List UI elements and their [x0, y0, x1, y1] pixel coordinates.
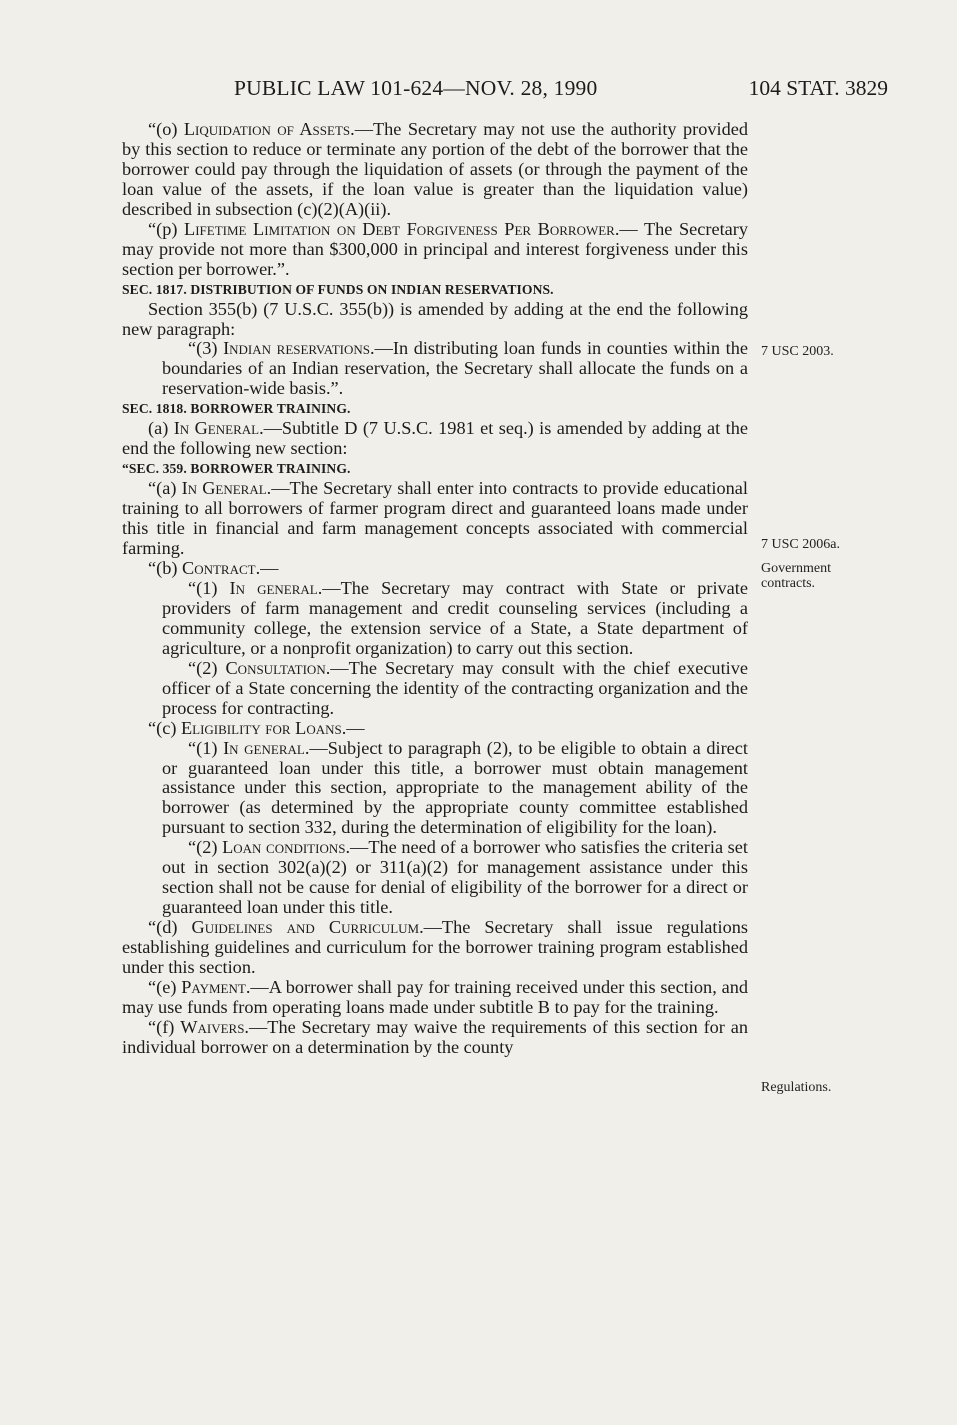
- margin-note-regulations: Regulations.: [761, 1080, 832, 1095]
- section-359-heading: “SEC. 359. BORROWER TRAINING.: [122, 461, 351, 477]
- sec359-c2-loan-conditions: “(2) Loan conditions.—The need of a borrower who satisfies the criteria set out in section 302(a)(2) or 311(a)(2) for management assistance under this section shall not be cause for denial of eligibility of the borrower for a direct or guaranteed loan under this title.: [162, 837, 748, 918]
- sec359-c1-in-general: “(1) In general.—Subject to paragraph (2), to be eligible to obtain a direct or guaranteed loan under this title, a borrower must obtain management assistance under this section, appropriate to the management ability of the borrower (as determined by the appropriate county committee established pursuant to section 332, during the determination of eligibility for the loan).: [162, 737, 748, 838]
- sec359-e-heading: Payment: [181, 976, 246, 997]
- sec359-c2-heading: Loan conditions: [222, 837, 346, 858]
- sec359-b-heading: Contract: [182, 557, 256, 578]
- para-o-liquidation-of-assets: “(o) Liquidation of Assets.—The Secretary may not use the authority provided by this section to reduce or terminate any portion of the debt of the borrower that the borrower could pay through the liquidation of assets (or through the payment of the loan value of the assets, if the loan value is greater than the liquidation value) described in subsection (c)(2)(A)(ii).: [122, 119, 748, 219]
- para-3-heading: Indian reservations: [223, 338, 370, 359]
- section-1818-a: (a) In General.—Subtitle D (7 U.S.C. 1981 et seq.) is amended by adding at the end the following new section:: [122, 418, 748, 459]
- para-p-lifetime-limitation: “(p) Lifetime Limitation on Debt Forgiveness Per Borrower.— The Secretary may provide not more than $300,000 in principal and interest forgiveness under this section per borrower.”.: [122, 218, 748, 279]
- sec359-e-payment: “(e) Payment.—A borrower shall pay for training received under this section, and may use funds from operating loans made under subtitle B to pay for the training.: [122, 976, 748, 1017]
- sec359-b2-consultation: “(2) Consultation.—The Secretary may consult with the chief executive officer of a State concerning the identity of the contracting organization and the process for contracting.: [162, 657, 748, 718]
- sec359-c-heading: Eligibility for Loans: [180, 717, 342, 738]
- sec359-c-eligibility: “(c) Eligibility for Loans.—: [148, 717, 365, 738]
- sec359-b1-heading: In general: [229, 577, 318, 598]
- sec359-a-heading: In General: [181, 478, 267, 499]
- sec359-c1-heading: In general: [223, 737, 305, 758]
- page-header: [122, 76, 888, 106]
- section-1818-a-heading: In General: [173, 418, 260, 439]
- section-1817-heading: SEC. 1817. DISTRIBUTION OF FUNDS ON INDIAN RESERVATIONS.: [122, 281, 554, 297]
- sec359-b-contract: “(b) Contract.—: [148, 557, 279, 578]
- para-p-heading: Lifetime Limitation on Debt Forgiveness Per Borrower: [184, 218, 615, 239]
- sec359-b1-in-general: “(1) In general.—The Secretary may contract with State or private providers of farm management and credit counseling services (including a community college, the extension service of a State, a State department of agriculture, or a nonprofit organization) to carry out this section.: [162, 577, 748, 658]
- sec359-d-heading: Guidelines and Curriculum: [191, 917, 420, 938]
- margin-note-7-usc-2003: 7 USC 2003.: [761, 344, 834, 359]
- margin-note-government-line: Government: [761, 561, 831, 576]
- section-1817-text: Section 355(b) (7 U.S.C. 355(b)) is amended by adding at the end the following new paragraph:: [122, 298, 748, 339]
- sec359-a-in-general: “(a) In General.—The Secretary shall enter into contracts to provide educational training to all borrowers of farmer program direct and guaranteed loans made under this title in financial and farm management concepts associated with commercial farming.: [122, 478, 748, 559]
- sec359-d-guidelines: “(d) Guidelines and Curriculum.—The Secretary shall issue regulations establishing guidelines and curriculum for the borrower training program established under this section.: [122, 917, 748, 978]
- margin-note-contracts-line: contracts.: [761, 576, 816, 591]
- margin-note-7-usc-2006a: 7 USC 2006a.: [761, 537, 840, 552]
- sec359-b2-heading: Consultation: [225, 657, 326, 678]
- header-title: PUBLIC LAW 101-624—NOV. 28, 1990: [234, 76, 598, 100]
- margin-note-government-contracts: [761, 561, 831, 591]
- para-o-heading: Liquidation of Assets: [183, 119, 351, 139]
- sec359-f-waivers: “(f) Waivers.—The Secretary may waive the requirements of this section for an individual borrower on a determination by the county: [122, 1016, 748, 1057]
- para-3-indian-reservations: “(3) Indian reservations.—In distributing loan funds in counties within the boundaries of an Indian reservation, the Secretary shall allocate the funds on a reservation-wide basis.”.: [162, 338, 748, 399]
- document-body: [122, 120, 748, 1058]
- header-stat-page: 104 STAT. 3829: [748, 76, 888, 100]
- sec359-f-heading: Waivers: [180, 1016, 245, 1037]
- section-1818-heading: SEC. 1818. BORROWER TRAINING.: [122, 401, 351, 417]
